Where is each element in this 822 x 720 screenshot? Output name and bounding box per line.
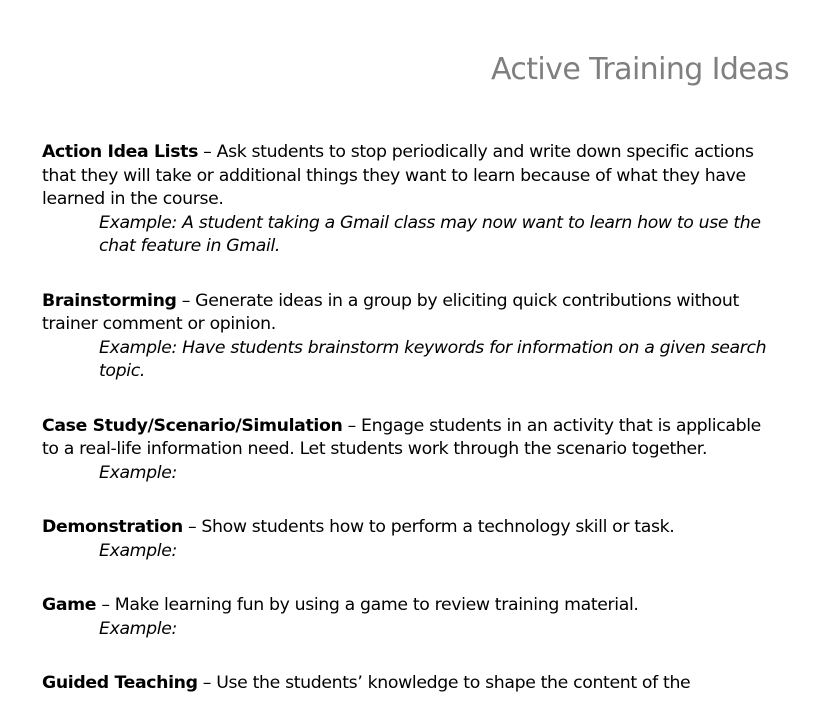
- entry-term: Guided Teaching: [42, 673, 198, 693]
- entry-text: – Engage students in an activity that is applicable to a real-life information need. Let students work through the scenario together.: [42, 415, 761, 459]
- entry-example: Example:: [99, 618, 177, 639]
- entry-description: [42, 516, 782, 540]
- entry-description: [42, 672, 782, 696]
- entry-term: Case Study/Scenario/Simulation: [42, 415, 343, 436]
- list-item: [42, 415, 782, 486]
- list-item: [42, 141, 782, 259]
- entry-term: Demonstration: [42, 517, 183, 537]
- entry-example: Example: A student taking a Gmail class may now want to learn how to use the chat feature in Gmail.: [99, 212, 761, 256]
- entry-text: – Generate ideas in a group by eliciting quick contributions without trainer comment or opinion.: [42, 290, 739, 334]
- entry-text: – Ask students to stop periodically and write down specific actions that they will take or additional things they want to learn because of what they have learned in the course.: [42, 142, 754, 209]
- entry-text: – Make learning fun by using a game to review training material.: [96, 595, 639, 615]
- entry-text: – Use the students’ knowledge to shape the content of the: [197, 673, 691, 693]
- list-item: [42, 290, 782, 384]
- entry-example: Example:: [99, 540, 177, 561]
- entry-term: Game: [42, 595, 97, 615]
- entry-description: [42, 415, 782, 462]
- entry-text: – Show students how to perform a technology skill or task.: [182, 517, 675, 537]
- entry-description: [42, 594, 782, 618]
- entry-term: Action Idea Lists: [42, 142, 199, 162]
- list-item: [42, 516, 782, 563]
- entry-term: Brainstorming: [42, 290, 177, 311]
- entry-example: Example:: [99, 462, 177, 483]
- entry-description: [42, 290, 782, 337]
- list-item: [42, 594, 782, 641]
- page-title: Active Training Ideas: [490, 52, 789, 87]
- entry-example: Example: Have students brainstorm keywords for information on a given search topic.: [99, 337, 767, 381]
- list-item: [42, 672, 782, 696]
- training-ideas-list: [42, 141, 782, 696]
- entry-description: [42, 141, 782, 212]
